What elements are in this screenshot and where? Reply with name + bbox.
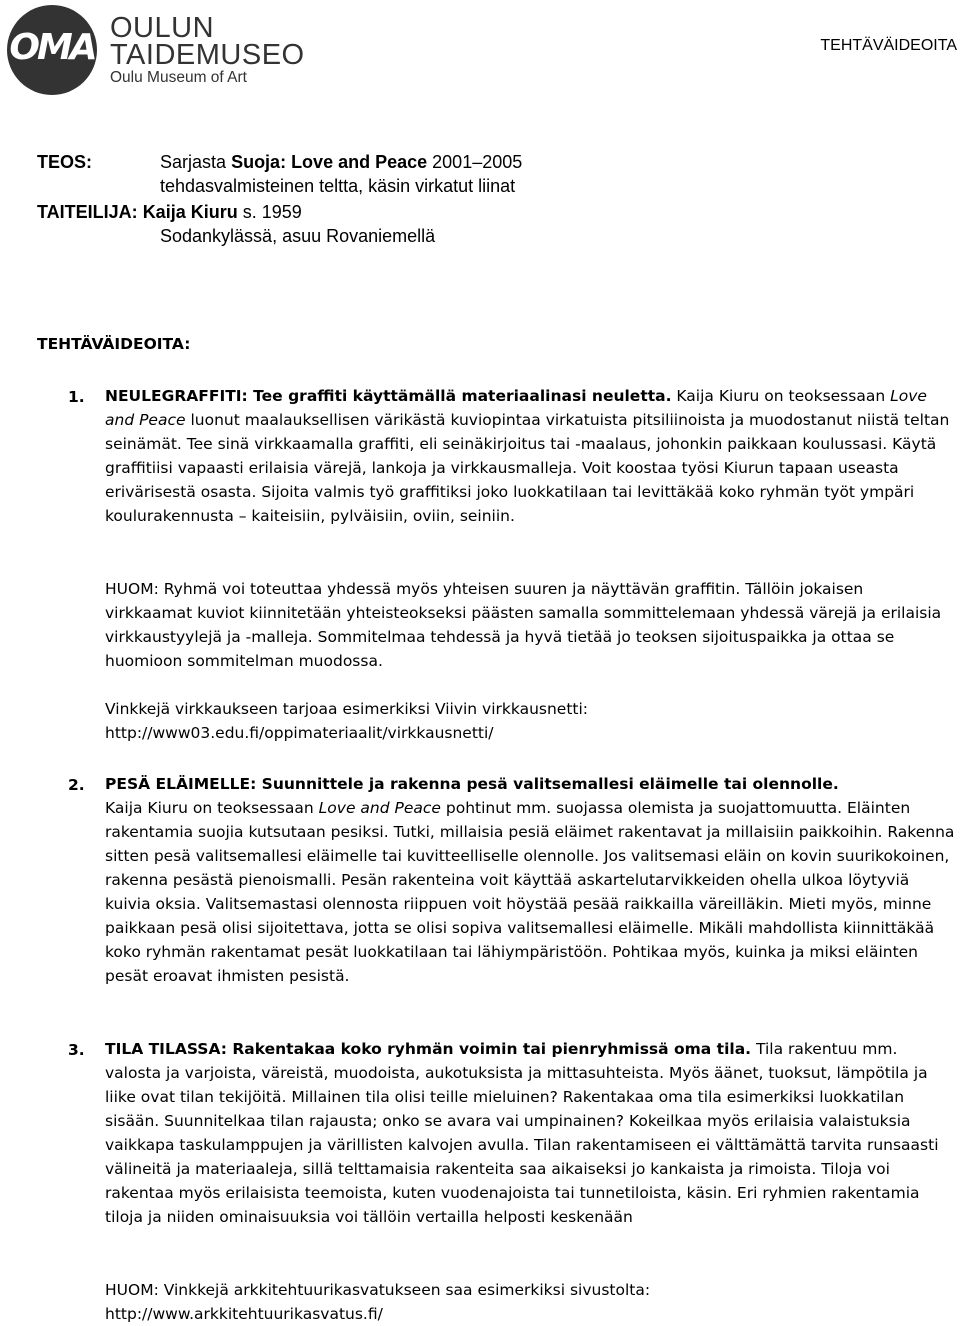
task-3-text-a: Tila rakentuu mm. valosta ja varjoista, väreistä, muodoista, aukotuksista ja mittasuhteista. Myös äänet, tuoksut, lämpötila ja liike ovat tilan tekijöitä. Millainen tila olisi teille mieluinen? Rakentakaa oma tila esimerkiksi luokkatilan sisään. Suunnitelkaa tilan rajausta; onko se avara vai umpinainen? Kokeilkaa myös erilaisia valaistuksia vaikkapa taskulamppujen ja värillisten kalvojen avulla. Tilan rakentamiseen ei välttämättä tarvita runsaasti välineitä ja materiaaleja, sillä telttamaisia rakenteita saa aikaiseksi jo kankaista ja rimoista. Tiloja voi rakentaa myös erilaisista teemoista, kuten vuodenajoista tai tunnetiloista, käsin. Eri ryhmien rakentamia tiloja ja niiden ominaisuuksia voi tällöin vertailla helposti keskenään: [105, 1040, 939, 1226]
teos-label: TEOS:: [37, 152, 93, 172]
logo-mark-text: OMA: [9, 27, 95, 68]
task-3-title: TILA TILASSA: Rakentakaa koko ryhmän voimin tai pienryhmissä oma tila.: [105, 1040, 752, 1058]
artist-line: [37, 200, 302, 224]
task-3-body: [105, 1037, 955, 1229]
task-1-title: NEULEGRAFFITI: Tee graffiti käyttämällä materiaalinasi neuletta.: [105, 387, 672, 405]
task-1-italic-work: Love and Peace: [105, 387, 927, 429]
artwork-materials: tehdasvalmisteinen teltta, käsin virkatut liinat: [160, 176, 516, 196]
task-3-note: HUOM: Vinkkejä arkkitehtuurikasvatukseen saa esimerkiksi sivustolta:: [105, 1281, 651, 1299]
task-2-title-text: PESÄ ELÄIMELLE: Suunnittele ja rakenna pesä valitsemallesi eläimelle tai olennolle.: [105, 775, 839, 793]
task-2-title: [105, 772, 955, 796]
artist-location: Sodankylässä, asuu Rovaniemellä: [160, 226, 436, 246]
task-2-number: 2.: [68, 776, 85, 794]
logo-subtitle: Oulu Museum of Art: [110, 69, 247, 86]
document-type-label: TEHTÄVÄIDEOITA: [820, 37, 957, 54]
task-1-link[interactable]: http://www03.edu.fi/oppimateriaalit/virkkausnetti/: [105, 724, 494, 742]
task-3-link[interactable]: http://www.arkkitehtuurikasvatus.fi/: [105, 1305, 383, 1323]
logo-name-line1: OULUN: [110, 12, 215, 44]
task-1-number: 1.: [68, 388, 85, 406]
task-2-text-a: Kaija Kiuru on teoksessaan: [105, 799, 319, 817]
task-1-text-a: Kaija Kiuru on teoksessaan: [671, 387, 891, 405]
oma-logo-mark: [7, 5, 97, 95]
artist-name: Kaija Kiuru: [142, 202, 238, 222]
logo-name-line2: TAIDEMUSEO: [110, 39, 305, 71]
artist-label: TAITEILIJA:: [37, 202, 138, 222]
task-2-body: [105, 796, 955, 988]
task-2-italic-work: Love and Peace: [318, 799, 441, 817]
artist-born: s. 1959: [242, 202, 302, 222]
tasks-heading: TEHTÄVÄIDEOITA:: [37, 335, 191, 353]
task-1-text-b: luonut maalauksellisen värikästä kuviopintaa virkatuista pitsiliinoista ja muodostanut niistä teltan seinämät. Tee sinä virkkaamalla graffiti, eli seinäkirjoitus tai -maalaus, johonkin paikkaan koulussasi. Käytä graffitiisi vapaasti erilaisia värejä, lankoja ja virkkausmalleja. Voit koostaa työsi Kiurun tapaan useasta erivärisestä osasta. Sijoita valmis työ graffitiksi joko luokkatilaan tai levittäkää koko ryhmän työt ympäri koulurakennusta – kaiteisiin, pylväisiin, oviin, seiniin.: [105, 411, 950, 525]
artwork-title-line: [160, 150, 522, 174]
task-1-body: [105, 384, 955, 528]
series-title: Suoja: Love and Peace: [231, 152, 428, 172]
task-2-text-b: pohtinut mm. suojassa olemista ja suojattomuutta. Eläinten rakentamia suojia kutsutaan pesiksi. Tutki, millaisia pesiä eläimet rakentavat ja millaisiin paikkoihin. Rakenna sitten pesä valitsemallesi eläimelle tai kuvitteelliselle olennolle. Jos valitsemasi eläin on kovin suurikokoinen, rakenna pesästä pienoismalli. Pesän rakenteina voit käyttää askartelutarvikkeiden ohella ulkoa löytyviä kuivia oksia. Valitsemastasi olennosta riippuen voit höystää pesää raikkailla väreilläkin. Mieti myös, minne paikkaan pesä olisi sijoitettava, jotta se olisi sopiva valitsemallesi eläimelle. Mikäli mahdollista kiinnittäkää koko ryhmän rakentamat pesät luokkatilaan tai lähiympäristöön. Pohtikaa myös, kuinka ja miksi eläinten pesät eroavat ihmisten pesistä.: [105, 799, 955, 985]
series-prefix: Sarjasta: [160, 152, 227, 172]
task-1-note: HUOM: Ryhmä voi toteuttaa yhdessä myös yhteisen suuren ja näyttävän graffitin. Tällöin jokaisen virkkaamat kuviot kiinnitetään yhteisteokseksi päästen samalla sommittelemaan yhdessä värejä ja erilaisia virkkaustyylejä ja -malleja. Sommitelmaa tehdessä ja hyvä tietää jo teoksen sijoituspaikka ja ottaa se huomioon sommitelman muodossa.: [105, 580, 942, 670]
artwork-years: 2001–2005: [432, 152, 523, 172]
task-3-number: 3.: [68, 1041, 85, 1059]
task-1-tip: Vinkkejä virkkaukseen tarjoaa esimerkiksi Viivin virkkausnetti:: [105, 700, 589, 718]
